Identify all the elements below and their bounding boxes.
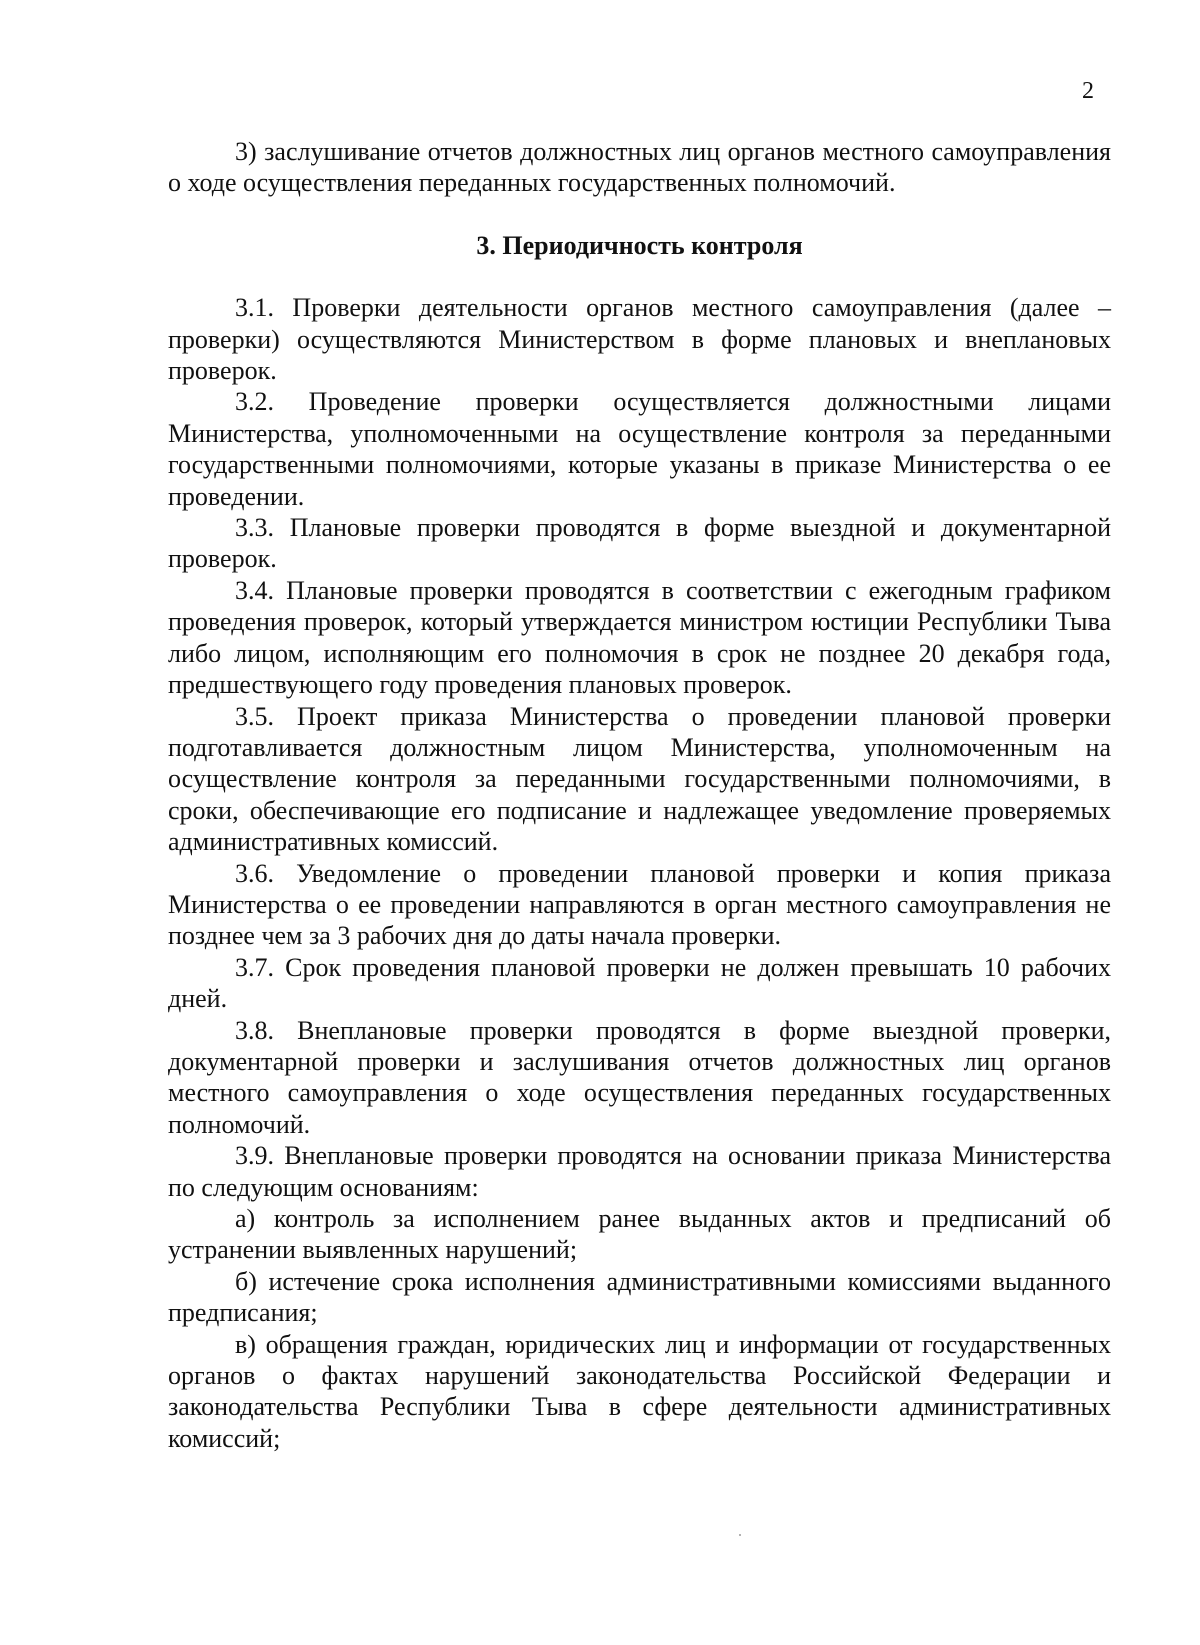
paragraph-3-6: 3.6. Уведомление о проведении плановой проверки и копия приказа Министерства о ее проведении направляются в орган местного самоуправления не позднее чем за 3 рабочих дня до даты начала проверки.	[168, 858, 1111, 951]
scan-speck	[739, 1534, 741, 1536]
subitem-b: б) истечение срока исполнения административными комиссиями выданного предписания;	[168, 1266, 1111, 1328]
paragraph-3-2: 3.2. Проведение проверки осуществляется должностными лицами Министерства, уполномоченными на осуществление контроля за переданными государственными полномочиями, которые указаны в приказе Министерства о ее проведении.	[168, 387, 1111, 511]
subitem-a: а) контроль за исполнением ранее выданных актов и предписаний об устранении выявленных нарушений;	[168, 1204, 1111, 1265]
paragraph-3-3: 3.3. Плановые проверки проводятся в форме выездной и документарной проверок.	[168, 513, 1111, 574]
paragraph-3-5: 3.5. Проект приказа Министерства о проведении плановой проверки подготавливается должностным лицом Министерства, уполномоченным на осуществление контроля за переданными государственными полномочиями, в сроки, обеспечивающие его подписание и надлежащее уведомление проверяемых административных комиссий.	[168, 701, 1111, 857]
paragraph-3-4: 3.4. Плановые проверки проводятся в соответствии с ежегодным графиком проведения проверок, который утверждается министром юстиции Республики Тыва либо лицом, исполняющим его полномочия в срок не позднее 20 декабря года, предшествующего году проведения плановых проверок.	[168, 575, 1111, 700]
paragraph-3-9: 3.9. Внеплановые проверки проводятся на основании приказа Министерства по следующим основаниям:	[168, 1141, 1111, 1202]
subitem-v: в) обращения граждан, юридических лиц и информации от государственных органов о фактах нарушений законодательства Российской Федерации и законодательства Республики Тыва в сфере деятельности административных комиссий;	[168, 1329, 1111, 1453]
paragraph-3-8: 3.8. Внеплановые проверки проводятся в форме выездной проверки, документарной проверки и заслушивания отчетов должностных лиц органов местного самоуправления о ходе осуществления переданных государственных полномочий.	[168, 1015, 1111, 1139]
document-body	[168, 136, 1111, 1454]
section-heading: 3. Периодичность контроля	[476, 230, 803, 260]
paragraph-3-7: 3.7. Срок проведения плановой проверки не должен превышать 10 рабочих дней.	[168, 952, 1111, 1014]
page-number: 2	[1082, 78, 1094, 104]
paragraph-3-1: 3.1. Проверки деятельности органов местного самоуправления (далее – проверки) осуществляются Министерством в форме плановых и внеплановых проверок.	[168, 293, 1111, 386]
paragraph-item-3: 3) заслушивание отчетов должностных лиц органов местного самоуправления о ходе осуществления переданных государственных полномочий.	[168, 137, 1111, 198]
